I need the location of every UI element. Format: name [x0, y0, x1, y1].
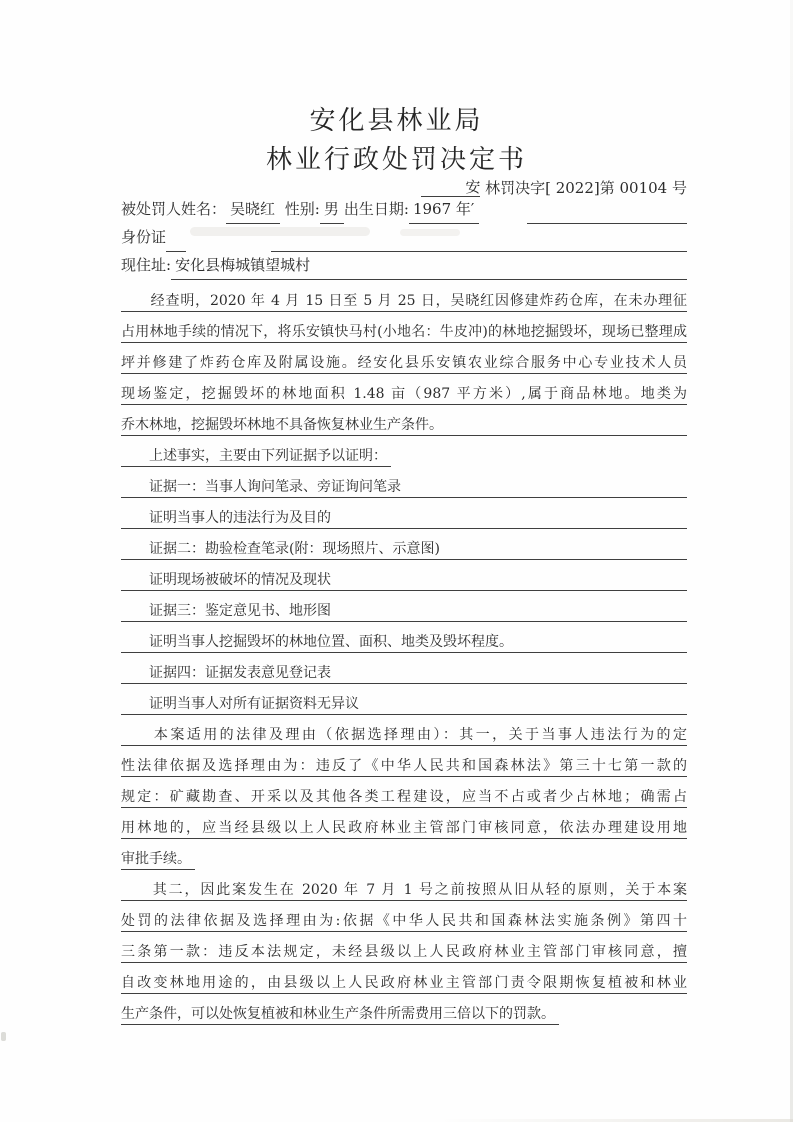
gender-label: 性别: [280, 200, 320, 218]
document-line: 证据四：证据发表意见登记表 [121, 653, 687, 684]
document-line: 证明当事人挖掘毁坏的林地位置、面积、地类及毁坏程度。 [121, 622, 687, 653]
document-line: 证明当事人对所有证据资料无异议 [121, 684, 687, 715]
field-gap [186, 224, 271, 252]
gender-value: 男 [320, 196, 344, 224]
dob-value: 1967 年′ [409, 196, 479, 224]
document-line: 占用林地手续的情况下，将乐安镇快马村(小地名：牛皮冲)的林地挖掘毁坏，现场已整理成 [121, 312, 687, 343]
field-gap [479, 196, 527, 224]
address-value: 安化县梅城镇望城村 [171, 252, 687, 280]
blank-underline [527, 196, 687, 224]
document-line: 规定：矿藏勘查、开采以及其他各类工程建设，应当不占或者少占林地；确需占 [121, 777, 687, 808]
document-line: 用林地的，应当经县级以上人民政府林业主管部门审核同意，依法办理建设用地 [121, 808, 687, 839]
document-line: 生产条件，可以处恢复植被和林业生产条件所需费用三倍以下的罚款。 [121, 994, 687, 1025]
document-number [121, 178, 687, 197]
address-label: 现住址: [121, 256, 172, 274]
document-line: 性法律依据及选择理由为：违反了《中华人民共和国森林法》第三十七第一款的 [121, 746, 687, 777]
document-line: 证明现场被破坏的情况及现状 [121, 560, 687, 591]
party-info-fields [121, 196, 687, 280]
document-line: 其二，因此案发生在 2020 年 7 月 1 号之前按照从旧从轻的原则，关于本案 [121, 870, 687, 901]
document-line: 证明当事人的违法行为及目的 [121, 498, 687, 529]
document-line: 自改变林地用途的，由县级以上人民政府林业主管部门责令限期恢复植被和林业 [121, 963, 687, 994]
document-line: 经查明，2020 年 4 月 15 日至 5 月 25 日，吴晓红因修建炸药仓库，在未办理征 [121, 281, 687, 312]
agency-title: 安化县林业局 [309, 106, 484, 136]
dob-label: 出生日期: [343, 200, 409, 218]
field-row-name [121, 196, 687, 224]
id-underline-stub [166, 224, 186, 252]
document-line: 乔木林地，挖掘毁坏林地不具备恢复林业生产条件。 [121, 405, 687, 436]
field-row-id [121, 224, 687, 252]
document-line: 证据一：当事人询问笔录、旁证询问笔录 [121, 467, 687, 498]
document-line: 现场鉴定，挖掘毁坏的林地面积 1.48 亩（987 平方米）,属于商品林地。地类为 [121, 374, 687, 405]
blank-underline [271, 224, 687, 252]
id-label: 身份证 [121, 228, 167, 246]
document-line: 处罚的法律依据及选择理由为:依据《中华人民共和国森林法实施条例》第四十 [121, 901, 687, 932]
document-line: 本案适用的法律及理由（依据选择理由）：其一，关于当事人违法行为的定 [121, 715, 687, 746]
document-line: 上述事实，主要由下列证据予以证明： [121, 436, 687, 467]
document-line: 证据二：勘验检查笔录(附：现场照片、示意图) [121, 529, 687, 560]
docno-text: 林罚决字[ 2022]第 00104 号 [480, 179, 687, 197]
document-title: 林业行政处罚决定书 [265, 145, 527, 175]
document-body [121, 281, 687, 1025]
document-line: 三条第一款：违反本法规定，未经县级以上人民政府林业主管部门审核同意，擅 [121, 932, 687, 963]
name-value: 吴晓红 [226, 196, 280, 224]
name-label: 被处罚人姓名： [121, 200, 227, 218]
scan-speck [1, 1032, 6, 1041]
field-row-address [121, 252, 687, 280]
document-line: 审批手续。 [121, 839, 687, 870]
docno-region: 安 [465, 178, 481, 196]
document-line: 坪并修建了炸药仓库及附属设施。经安化县乐安镇农业综合服务中心专业技术人员 [121, 343, 687, 374]
document-line: 证据三：鉴定意见书、地形图 [121, 591, 687, 622]
